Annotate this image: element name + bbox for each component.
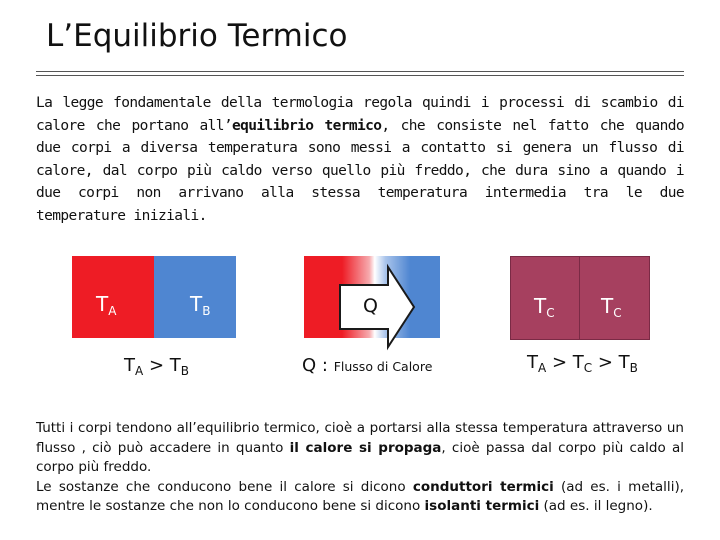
intro-text-1: La legge fondamentale della termologia regola quindi i processi di scambio di calore che portano all’: [36, 95, 684, 134]
rel2-c-sub: C: [583, 361, 593, 375]
concl-text-4: (ad es. i metalli), mentre le sostanze che non lo conducono bene si dicono: [36, 478, 684, 514]
intro-bold-equilibrio: equilibrio termico: [232, 117, 382, 134]
rel1-b-sub: B: [180, 364, 189, 378]
label-tb-main: T: [190, 292, 203, 316]
q-legend-prefix: Q :: [302, 355, 328, 376]
label-tc-right-main: T: [601, 294, 614, 318]
rel2-a: T: [527, 352, 538, 373]
label-tb-sub: B: [202, 304, 211, 318]
rel2-c: T: [572, 352, 584, 373]
arrow-label-q: Q: [363, 295, 378, 317]
rel1-a-sub: A: [135, 364, 144, 378]
label-tc-left-sub: C: [546, 306, 555, 320]
rel2-b-sub: B: [629, 361, 638, 375]
concl-bold-isolanti: isolanti termici: [424, 498, 540, 514]
relation-ta-tc-tb: [527, 352, 638, 375]
label-tc-left-main: T: [534, 294, 547, 318]
q-legend-desc: Flusso di Calore: [333, 359, 433, 374]
q-legend: [302, 355, 432, 376]
rel1-op: >: [143, 355, 170, 376]
rel2-op2: >: [592, 352, 619, 373]
intro-text-2: , che consiste nel fatto che quando due corpi a diversa temperatura sono messi a contatto si genera un flusso di calore, dal corpo più caldo verso quello più freddo, che dura sino a quando i due corpi non arrivano alla stessa temperatura intermedia tra le due temperature iniziali.: [36, 117, 685, 224]
rel2-b: T: [618, 352, 630, 373]
label-tc-left: [534, 294, 555, 320]
concl-text-3: Le sostanze che conducono bene il calore si dicono: [36, 478, 413, 495]
rel1-a: T: [124, 355, 135, 376]
label-ta-sub: A: [108, 304, 117, 318]
label-ta-main: T: [96, 292, 109, 316]
concl-bold-propaga: il calore si propaga: [289, 439, 442, 456]
concl-bold-conduttori: conduttori termici: [412, 478, 554, 495]
label-tc-right-sub: C: [613, 306, 622, 320]
rel1-b: T: [169, 355, 181, 376]
rel2-a-sub: A: [538, 361, 547, 375]
concl-text-2: , cioè passa dal corpo più caldo al corpo più freddo.: [36, 439, 684, 475]
concl-text-5: (ad es. il legno).: [539, 498, 653, 514]
label-tc-right: [601, 294, 622, 320]
rel2-op1: >: [546, 352, 573, 373]
conclusion-paragraph: [36, 419, 684, 517]
concl-text-1: Tutti i corpi tendono all’equilibrio termico, cioè a portarsi alla stessa temperatura attraverso un flusso , ciò può accadere in quanto: [36, 420, 684, 456]
slide-title: L’Equilibrio Termico: [46, 18, 348, 54]
